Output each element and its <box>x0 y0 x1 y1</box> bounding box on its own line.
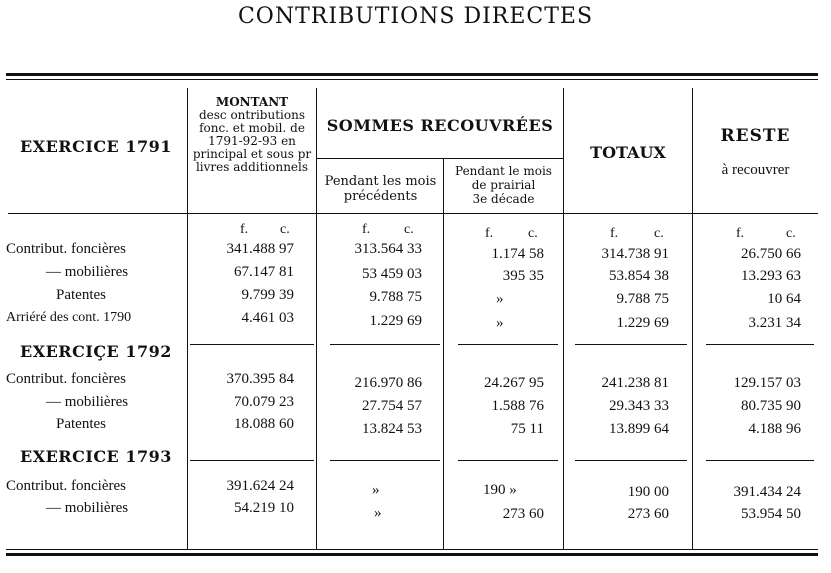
cell-montant: 4.461 03 <box>241 310 294 326</box>
cell-precedents: 1.229 69 <box>369 313 422 329</box>
cell-prairial: 75 11 <box>510 421 544 437</box>
section-rule <box>330 344 440 345</box>
montant-line: fonc. et mobil. de <box>199 121 305 135</box>
section-rule <box>330 460 440 461</box>
cell-totaux: 29.343 33 <box>609 398 669 414</box>
cell-prairial: 1.588 76 <box>491 398 544 414</box>
unit-f: f. <box>362 222 371 237</box>
precedents-header <box>318 174 443 204</box>
section-rule <box>458 460 558 461</box>
cell-totaux: 190 00 <box>627 484 669 500</box>
montant-header <box>188 96 316 174</box>
row-label: Contribut. foncières <box>6 478 126 494</box>
prairial-line: Pendant le mois <box>455 164 552 178</box>
unit-c: c. <box>786 226 796 241</box>
top-rule-thin <box>6 79 818 80</box>
reste-subheader: à recouvrer <box>721 162 790 178</box>
montant-line: principal et sous pr <box>192 147 312 161</box>
exercice-1792-heading: EXERCIÇE 1792 <box>20 342 172 361</box>
cell-precedents: 216.970 86 <box>354 375 422 391</box>
cell-totaux: 13.899 64 <box>609 421 669 437</box>
cell-prairial: 395 35 <box>502 268 544 284</box>
row-label: Patentes <box>56 287 106 303</box>
section-rule <box>458 344 558 345</box>
cell-reste: 13.293 63 <box>741 268 801 284</box>
unit-f: f. <box>240 222 249 237</box>
cell-precedents: 53 459 03 <box>362 266 422 282</box>
precedents-line: précédents <box>343 189 418 204</box>
row-label: Contribut. foncières <box>6 241 126 257</box>
prairial-header <box>444 164 563 206</box>
unit-f: f. <box>610 226 619 241</box>
cell-totaux: 241.238 81 <box>601 375 669 391</box>
cell-montant: 70.079 23 <box>234 394 294 410</box>
unit-f: f. <box>485 226 494 241</box>
cell-prairial: 273 60 <box>502 506 544 522</box>
unit-c: c. <box>404 222 414 237</box>
header-bottom-rule <box>8 213 818 214</box>
cell-montant: 9.799 39 <box>241 287 294 303</box>
montant-line: desc ontributions <box>198 108 305 122</box>
top-rule <box>6 73 818 76</box>
section-rule <box>706 460 814 461</box>
bottom-rule-thin <box>6 549 818 550</box>
cell-precedents: » <box>374 505 382 521</box>
unit-c: c. <box>654 226 664 241</box>
montant-line: MONTANT <box>215 95 289 109</box>
montant-line: livres additionnels <box>195 160 309 174</box>
col-divider <box>443 158 444 550</box>
row-label: Arriéré des cont. 1790 <box>6 310 132 325</box>
cell-precedents: 9.788 75 <box>369 289 422 305</box>
row-label: — mobilières <box>46 500 129 516</box>
cell-montant: 54.219 10 <box>234 500 294 516</box>
prairial-line: de prairial <box>471 178 536 192</box>
bottom-rule <box>6 553 818 556</box>
cell-totaux: 314.738 91 <box>601 246 669 262</box>
sommes-header: SOMMES RECOUVRÉES <box>326 116 554 135</box>
cell-prairial: 24.267 95 <box>484 375 544 391</box>
reste-header: RESTE <box>720 126 791 146</box>
unit-c: c. <box>280 222 290 237</box>
cell-reste: 53.954 50 <box>741 506 801 522</box>
precedents-line: Pendant les mois <box>324 174 437 189</box>
page-title: CONTRIBUTIONS DIRECTES <box>237 4 594 29</box>
cell-reste: 26.750 66 <box>741 246 801 262</box>
cell-totaux: 1.229 69 <box>616 315 669 331</box>
cell-reste: 80.735 90 <box>741 398 801 414</box>
cell-totaux: 273 60 <box>627 506 669 522</box>
section-rule <box>706 344 814 345</box>
cell-precedents: 13.824 53 <box>362 421 422 437</box>
section-rule <box>190 460 314 461</box>
cell-totaux: 9.788 75 <box>616 291 669 307</box>
row-label: Contribut. foncières <box>6 371 126 387</box>
montant-line: 1791-92-93 en <box>208 134 296 148</box>
cell-montant: 391.624 24 <box>226 478 294 494</box>
cell-montant: 67.147 81 <box>234 264 294 280</box>
row-label: — mobilières <box>46 394 129 410</box>
row-label: Patentes <box>56 416 106 432</box>
cell-montant: 341.488 97 <box>226 241 294 257</box>
unit-f: f. <box>736 226 745 241</box>
cell-totaux: 53.854 38 <box>609 268 669 284</box>
cell-prairial: » <box>496 315 504 331</box>
unit-c: c. <box>528 226 538 241</box>
cell-reste: 3.231 34 <box>748 315 801 331</box>
cell-precedents: 313.564 33 <box>354 241 422 257</box>
header-sub-rule <box>317 158 563 159</box>
exercice-1793-heading: EXERCICE 1793 <box>20 447 172 466</box>
row-label: — mobilières <box>46 264 129 280</box>
cell-reste: 129.157 03 <box>733 375 801 391</box>
cell-reste: 4.188 96 <box>748 421 801 437</box>
cell-montant: 370.395 84 <box>226 371 294 387</box>
col-divider <box>692 88 693 550</box>
cell-prairial: » <box>496 291 504 307</box>
section-rule <box>575 460 687 461</box>
prairial-line: 3e décade <box>472 192 535 206</box>
cell-precedents: 27.754 57 <box>362 398 422 414</box>
cell-montant: 18.088 60 <box>234 416 294 432</box>
cell-prairial: 190 » <box>483 482 517 498</box>
cell-reste: 391.434 24 <box>733 484 801 500</box>
totaux-header: TOTAUX <box>590 143 666 162</box>
cell-prairial: 1.174 58 <box>491 246 544 262</box>
section-rule <box>190 344 314 345</box>
cell-reste: 10 64 <box>767 291 801 307</box>
section-rule <box>575 344 687 345</box>
cell-precedents: » <box>372 482 380 498</box>
exercice-1791-heading: EXERCICE 1791 <box>20 137 172 156</box>
